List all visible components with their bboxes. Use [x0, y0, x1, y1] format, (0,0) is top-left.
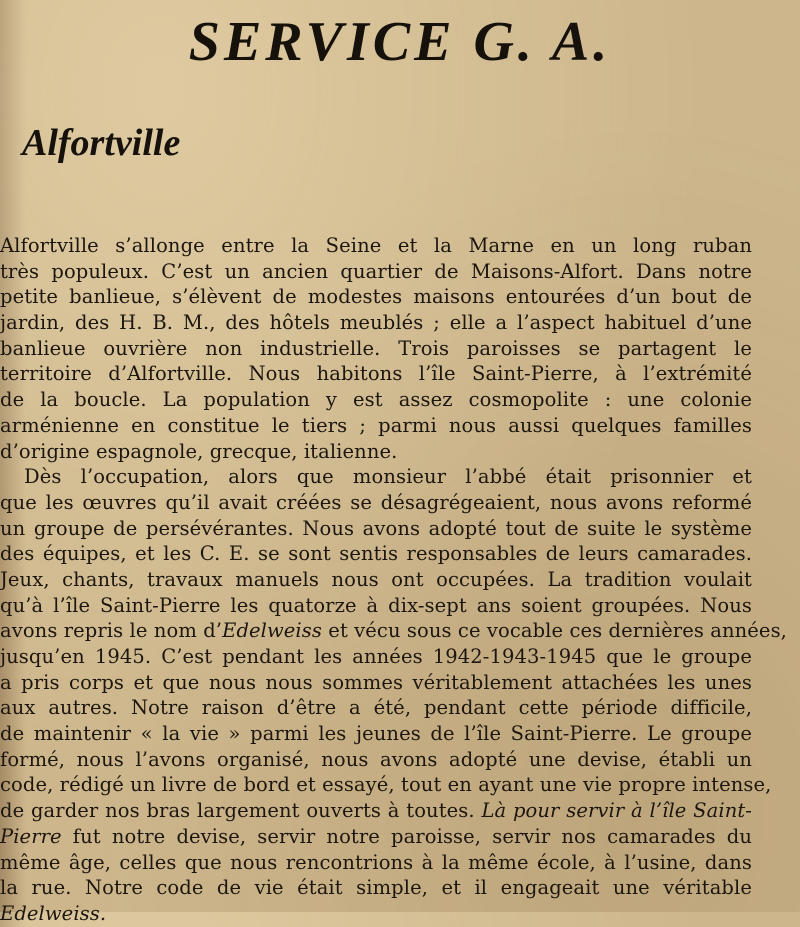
text-line: code, rédigé un livre de bord et essayé, tout en ayant une vie propre intense,	[0, 773, 772, 797]
italic-text-run: Edelweiss	[222, 619, 322, 643]
text-line: territoire d’Alfortville. Nous habitons l’île Saint-Pierre, à l’extrémité	[0, 362, 752, 386]
section-heading: Alfortville	[22, 122, 181, 164]
text-line: a pris corps et que nous nous sommes véritablement attachées les unes	[0, 670, 752, 694]
text-line: un groupe de persévérantes. Nous avons adopté tout de suite le système	[0, 516, 752, 540]
page-title: SERVICE G. A.	[188, 11, 612, 73]
text-line: de maintenir « la vie » parmi les jeunes de l’île Saint-Pierre. Le groupe	[0, 722, 752, 746]
text-line: formé, nous l’avons organisé, nous avons adopté une devise, établi un	[0, 747, 752, 771]
text-line: même âge, celles que nous rencontrions à la même école, à l’usine, dans	[0, 850, 752, 874]
text-line: jardin, des H. B. M., des hôtels meublés ; elle a l’aspect habituel d’une	[0, 311, 752, 335]
text-line: d’origine espagnole, grecque, italienne.	[0, 439, 398, 463]
text-line: Edelweiss.	[0, 901, 107, 925]
text-run: et vécu sous ce vocable ces dernières années,	[322, 619, 787, 643]
text-line: jusqu’en 1945. C’est pendant les années 1942-1943-1945 que le groupe	[0, 645, 752, 668]
text-line: des équipes, et les C. E. se sont sentis responsables de leurs camarades.	[0, 542, 752, 566]
text-line: arménienne en constitue le tiers ; parmi nous aussi quelques familles	[0, 413, 752, 437]
text-line: que les œuvres qu’il avait créées se désagrégeaient, nous avons reformé	[0, 490, 752, 514]
text-line: petite banlieue, s’élèvent de modestes maisons entourées d’un bout de	[0, 285, 752, 309]
text-line: la rue. Notre code de vie était simple, et il engageait une véritable	[0, 876, 752, 900]
italic-text-run: Pierre	[0, 824, 62, 848]
text-line: Dès l’occupation, alors que monsieur l’abbé était prisonnier et	[24, 465, 752, 489]
text-line: très populeux. C’est un ancien quartier de Maisons-Alfort. Dans notre	[0, 259, 752, 283]
text-line: qu’à l’île Saint-Pierre les quatorze à dix-sept ans soient groupées. Nous	[0, 593, 752, 617]
text-line: Jeux, chants, travaux manuels nous ont occupées. La tradition voulait	[0, 567, 752, 591]
text-line	[0, 798, 752, 824]
text-line: aux autres. Notre raison d’être a été, pendant cette période difficile,	[0, 696, 752, 720]
text-run: avons repris le nom d’	[0, 619, 223, 643]
body-text	[0, 233, 787, 927]
text-line: banlieue ouvrière non industrielle. Trois paroisses se partagent le	[0, 336, 752, 360]
text-line: Alfortville s’allonge entre la Seine et la Marne en un long ruban	[0, 234, 752, 257]
text-line: de la boucle. La population y est assez cosmopolite : une colonie	[0, 388, 752, 412]
text-line	[0, 824, 752, 850]
text-run: fut notre devise, servir notre paroisse, servir nos camarades du	[61, 824, 752, 848]
text-run: de garder nos bras largement ouverts à toutes.	[0, 799, 482, 823]
italic-text-run: Là pour servir à l’île Saint-	[481, 799, 752, 823]
text-line	[0, 618, 787, 644]
